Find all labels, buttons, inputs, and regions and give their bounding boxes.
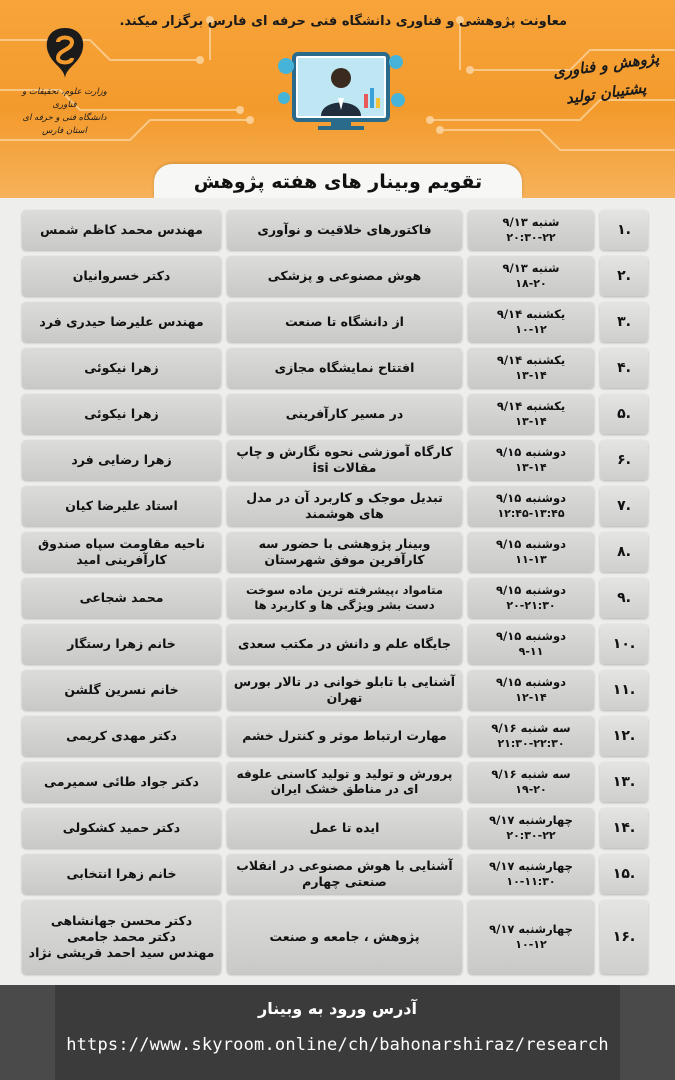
row-time: ۹-۱۱	[518, 645, 544, 658]
row-date	[468, 440, 594, 480]
schedule-row	[22, 578, 650, 618]
row-number: .۱۲	[600, 716, 648, 756]
speaker-name: دکتر محمد جامعی	[67, 929, 176, 944]
row-topic: مهارت ارتباط موثر و کنترل خشم	[227, 716, 462, 756]
row-number: .۷	[600, 486, 648, 526]
logo-line-2: دانشگاه فنی و حرفه ای	[22, 113, 107, 123]
schedule-row	[22, 670, 650, 710]
speaker-name: خانم زهرا رستگار	[67, 636, 176, 651]
university-emblem-icon	[40, 24, 90, 82]
row-time: ۱۳-۱۴	[515, 415, 547, 428]
speaker-name: زهرا نیکوئی	[84, 406, 159, 421]
row-topic: جایگاه علم و دانش در مکتب سعدی	[227, 624, 462, 664]
speaker-name: مهندس علیرضا حیدری فرد	[39, 314, 204, 329]
webinar-address-label: آدرس ورود به وبینار	[258, 999, 417, 1018]
row-topic: هوش مصنوعی و پزشکی	[227, 256, 462, 296]
page-title: تقویم وبینار های هفته پژوهش	[154, 164, 522, 198]
row-topic: وبینار پژوهشی با حضور سه کارآفرین موفق شهرستان	[227, 532, 462, 572]
speaker-name: استاد علیرضا کیان	[65, 498, 178, 513]
row-time: ۱۳-۱۴	[515, 369, 547, 382]
row-topic: متامواد ،پیشرفته ترین ماده سوخت دست بشر ویژگی ها و کاربرد ها	[227, 578, 462, 618]
row-speaker	[22, 716, 221, 756]
row-day: دوشنبه ۹/۱۵	[496, 537, 566, 551]
row-number: .۱	[600, 210, 648, 250]
row-number: .۸	[600, 532, 648, 572]
row-date	[468, 348, 594, 388]
row-day: چهارشنبه ۹/۱۷	[489, 813, 573, 827]
row-time: ۱۳-۱۴	[515, 461, 547, 474]
speaker-name: دکتر محسن جهانشاهی	[50, 913, 193, 928]
schedule-row	[22, 210, 650, 250]
row-day: دوشنبه ۹/۱۵	[496, 675, 566, 689]
row-speaker	[22, 394, 221, 434]
row-day: دوشنبه ۹/۱۵	[496, 583, 566, 597]
schedule-row	[22, 256, 650, 296]
schedule-row	[22, 624, 650, 664]
header-banner	[0, 0, 675, 198]
university-logo	[12, 24, 117, 138]
speaker-name: دکتر جواد طائی سمیرمی	[44, 774, 199, 789]
row-speaker	[22, 670, 221, 710]
row-day: یکشنبه ۹/۱۴	[496, 353, 566, 367]
schedule-row	[22, 808, 650, 848]
row-number: .۴	[600, 348, 648, 388]
row-date	[468, 624, 594, 664]
row-time: ۱۱-۱۳	[515, 553, 547, 566]
row-time: ۲۰:۳۰-۲۲	[506, 231, 556, 244]
row-time: ۲۰-۲۱:۳۰	[506, 599, 556, 612]
row-speaker	[22, 302, 221, 342]
schedule-row	[22, 854, 650, 894]
brand-slogan	[551, 48, 661, 108]
organizer-line: معاونت پژوهشی و فناوری دانشگاه فنی حرفه ای فارس برگزار میکند.	[119, 14, 567, 29]
row-time: ۱۸-۲۰	[515, 277, 547, 290]
row-number: .۲	[600, 256, 648, 296]
row-speaker	[22, 854, 221, 894]
row-number: .۳	[600, 302, 648, 342]
schedule-row	[22, 302, 650, 342]
row-topic: فاکتورهای خلاقیت و نوآوری	[227, 210, 462, 250]
row-day: دوشنبه ۹/۱۵	[496, 445, 566, 459]
row-topic: افتتاح نمایشگاه مجازی	[227, 348, 462, 388]
schedule-row	[22, 440, 650, 480]
row-speaker	[22, 440, 221, 480]
row-day: سه شنبه ۹/۱۶	[491, 721, 571, 735]
row-time: ۱۲-۱۴	[515, 691, 547, 704]
row-day: چهارشنبه ۹/۱۷	[489, 922, 573, 936]
row-speaker	[22, 210, 221, 250]
row-topic: آشنایی با تابلو خوانی در تالار بورس تهران	[227, 670, 462, 710]
row-date	[468, 394, 594, 434]
row-speaker	[22, 808, 221, 848]
speaker-name: زهرا رضایی فرد	[71, 452, 172, 467]
row-time: ۱۰-۱۱:۳۰	[506, 875, 556, 888]
schedule-row	[22, 532, 650, 572]
row-number: .۹	[600, 578, 648, 618]
row-time: ۱۹-۲۰	[515, 783, 547, 796]
webinar-url-link[interactable]: https://www.skyroom.online/ch/bahonarshiraz/research	[66, 1035, 609, 1055]
row-topic: آشنایی با هوش مصنوعی در انقلاب صنعتی چهارم	[227, 854, 462, 894]
row-number: .۱۱	[600, 670, 648, 710]
schedule-row	[22, 716, 650, 756]
speaker-name: زهرا نیکوئی	[84, 360, 159, 375]
row-date	[468, 486, 594, 526]
row-number: .۱۳	[600, 762, 648, 802]
row-speaker	[22, 256, 221, 296]
row-day: سه شنبه ۹/۱۶	[491, 767, 571, 781]
row-speaker	[22, 532, 221, 572]
row-date	[468, 670, 594, 710]
row-day: شنبه ۹/۱۳	[502, 215, 560, 229]
row-speaker	[22, 900, 221, 974]
footer-side-left	[0, 985, 55, 1080]
footer-side-right	[620, 985, 675, 1080]
schedule-row	[22, 348, 650, 388]
schedule-row	[22, 486, 650, 526]
row-time: ۲۰:۳۰-۲۲	[506, 829, 556, 842]
schedule-row	[22, 900, 650, 974]
row-speaker	[22, 578, 221, 618]
row-topic: کارگاه آموزشی نحوه نگارش و چاپ مقالات isi	[227, 440, 462, 480]
row-number: .۱۰	[600, 624, 648, 664]
speaker-name: خانم زهرا انتخابی	[66, 866, 177, 881]
row-day: یکشنبه ۹/۱۴	[496, 399, 566, 413]
row-number: .۱۵	[600, 854, 648, 894]
row-speaker	[22, 486, 221, 526]
row-topic: تبدیل موجک و کاربرد آن در مدل های هوشمند	[227, 486, 462, 526]
row-number: .۱۶	[600, 900, 648, 974]
row-speaker	[22, 762, 221, 802]
row-topic: ایده تا عمل	[227, 808, 462, 848]
row-date	[468, 210, 594, 250]
row-date	[468, 302, 594, 342]
row-number: .۶	[600, 440, 648, 480]
speaker-name: خانم نسرین گلشن	[64, 682, 179, 697]
row-date	[468, 716, 594, 756]
row-date	[468, 762, 594, 802]
schedule-row	[22, 762, 650, 802]
speaker-name: دکتر مهدی کریمی	[66, 728, 177, 743]
row-number: .۵	[600, 394, 648, 434]
speaker-name: محمد شجاعی	[79, 590, 164, 605]
speaker-name: مهندس محمد کاظم شمس	[40, 222, 203, 237]
row-date	[468, 532, 594, 572]
row-time: ۱۰-۱۲	[515, 938, 547, 951]
row-topic: از دانشگاه تا صنعت	[227, 302, 462, 342]
row-topic: پرورش و تولید و تولید کاسنی علوفه ای در مناطق خشک ایران	[227, 762, 462, 802]
row-topic: در مسیر کارآفرینی	[227, 394, 462, 434]
brand-line-1: پژوهش و فناوری	[551, 48, 661, 82]
row-time: ۱۲:۴۵-۱۳:۴۵	[497, 507, 565, 520]
row-date	[468, 578, 594, 618]
row-date	[468, 256, 594, 296]
speaker-name: ناحیه مقاومت سپاه صندوق	[37, 536, 206, 551]
brand-line-2: پشتیبان تولید	[564, 78, 648, 108]
speaker-name: مهندس سید احمد قریشی نژاد	[28, 945, 215, 960]
row-date	[468, 854, 594, 894]
logo-line-3: استان فارس	[42, 126, 87, 136]
row-date	[468, 900, 594, 974]
row-speaker	[22, 348, 221, 388]
row-date	[468, 808, 594, 848]
row-day: دوشنبه ۹/۱۵	[496, 491, 566, 505]
speaker-name: کارآفرینی امید	[76, 552, 167, 567]
webinar-presenter-illustration	[276, 40, 406, 140]
schedule-row	[22, 394, 650, 434]
logo-line-1: وزارت علوم، تحقیقات و فناوری	[22, 87, 107, 110]
row-day: چهارشنبه ۹/۱۷	[489, 859, 573, 873]
row-day: یکشنبه ۹/۱۴	[496, 307, 566, 321]
row-number: .۱۴	[600, 808, 648, 848]
row-day: شنبه ۹/۱۳	[502, 261, 560, 275]
footer-panel	[55, 985, 620, 1080]
row-topic: پژوهش ، جامعه و صنعت	[227, 900, 462, 974]
speaker-name: دکتر خسروانیان	[72, 268, 171, 283]
row-time: ۱۰-۱۲	[515, 323, 547, 336]
row-time: ۲۱:۳۰-۲۲:۳۰	[497, 737, 565, 750]
row-day: دوشنبه ۹/۱۵	[496, 629, 566, 643]
row-speaker	[22, 624, 221, 664]
speaker-name: دکتر حمید کشکولی	[62, 820, 181, 835]
